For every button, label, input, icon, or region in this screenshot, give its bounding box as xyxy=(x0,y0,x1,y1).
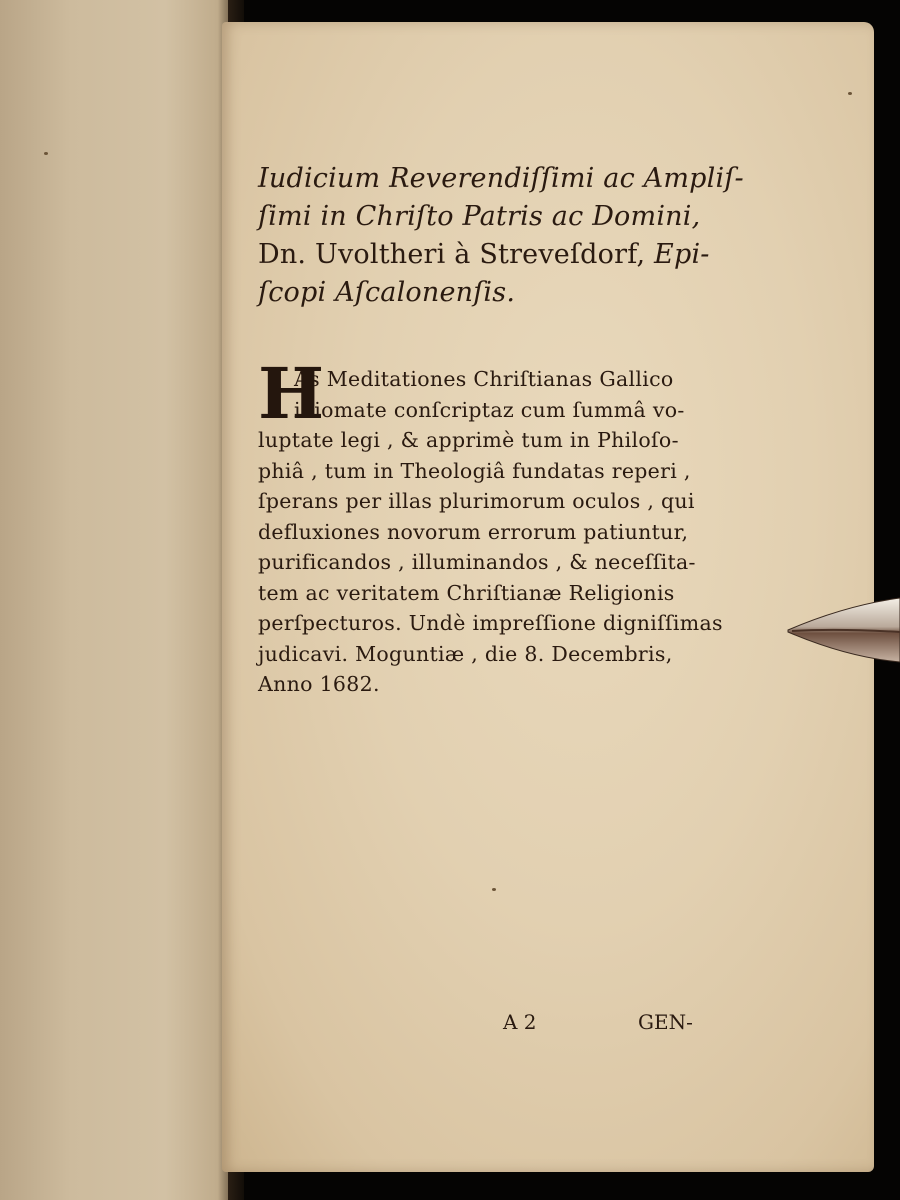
paper-speck xyxy=(44,152,48,155)
body-line: judicavi. Moguntiæ , die 8. Decembris, xyxy=(258,641,673,666)
body-line: idiomate conſcriptaz cum ſummâ vo- xyxy=(294,397,685,422)
title-line-2: ſimi in Chriſto Patris ac Domini, xyxy=(258,201,701,232)
body-line: tem ac veritatem Chriſtianæ Religionis xyxy=(258,580,675,605)
body-line: phiâ , tum in Theologiâ fundatas reperi , xyxy=(258,458,691,483)
title-line-4: ſcopi Aſcalonenſis. xyxy=(258,277,516,308)
body-line: ſperans per illas plurimorum oculos , qui xyxy=(258,489,695,513)
left-page xyxy=(0,0,236,1200)
body-line: Anno 1682. xyxy=(258,672,380,696)
title-line-1: Iudicium Reverendiſſimi ac Ampliſ- xyxy=(258,163,744,194)
paper-speck xyxy=(492,888,496,891)
title-line-3 xyxy=(258,236,708,274)
body-line: As Meditationes Chriſtianas Gallico xyxy=(294,367,674,391)
body-line: defluxiones novorum errorum patiuntur, xyxy=(258,519,689,544)
title-line-3-roman: Dn. Uvoltheri à Streveſdorf, xyxy=(258,239,646,270)
approbation-text xyxy=(258,160,744,700)
signature-mark: A 2 xyxy=(503,1010,537,1034)
body-line: purificandos , illuminandos , & neceſſita- xyxy=(258,550,696,574)
paper-speck xyxy=(848,92,852,95)
drop-cap: H xyxy=(258,352,325,435)
approbation-body xyxy=(258,352,723,700)
catchword: GEN- xyxy=(638,1010,693,1034)
title-line-3-italic: Epi- xyxy=(654,239,710,270)
body-line: perſpecturos. Undè impreſſione digniſſimas xyxy=(258,611,723,635)
metal-pointer-icon xyxy=(786,596,900,666)
body-line: luptate legi , & apprimè tum in Philoſo- xyxy=(258,428,679,452)
